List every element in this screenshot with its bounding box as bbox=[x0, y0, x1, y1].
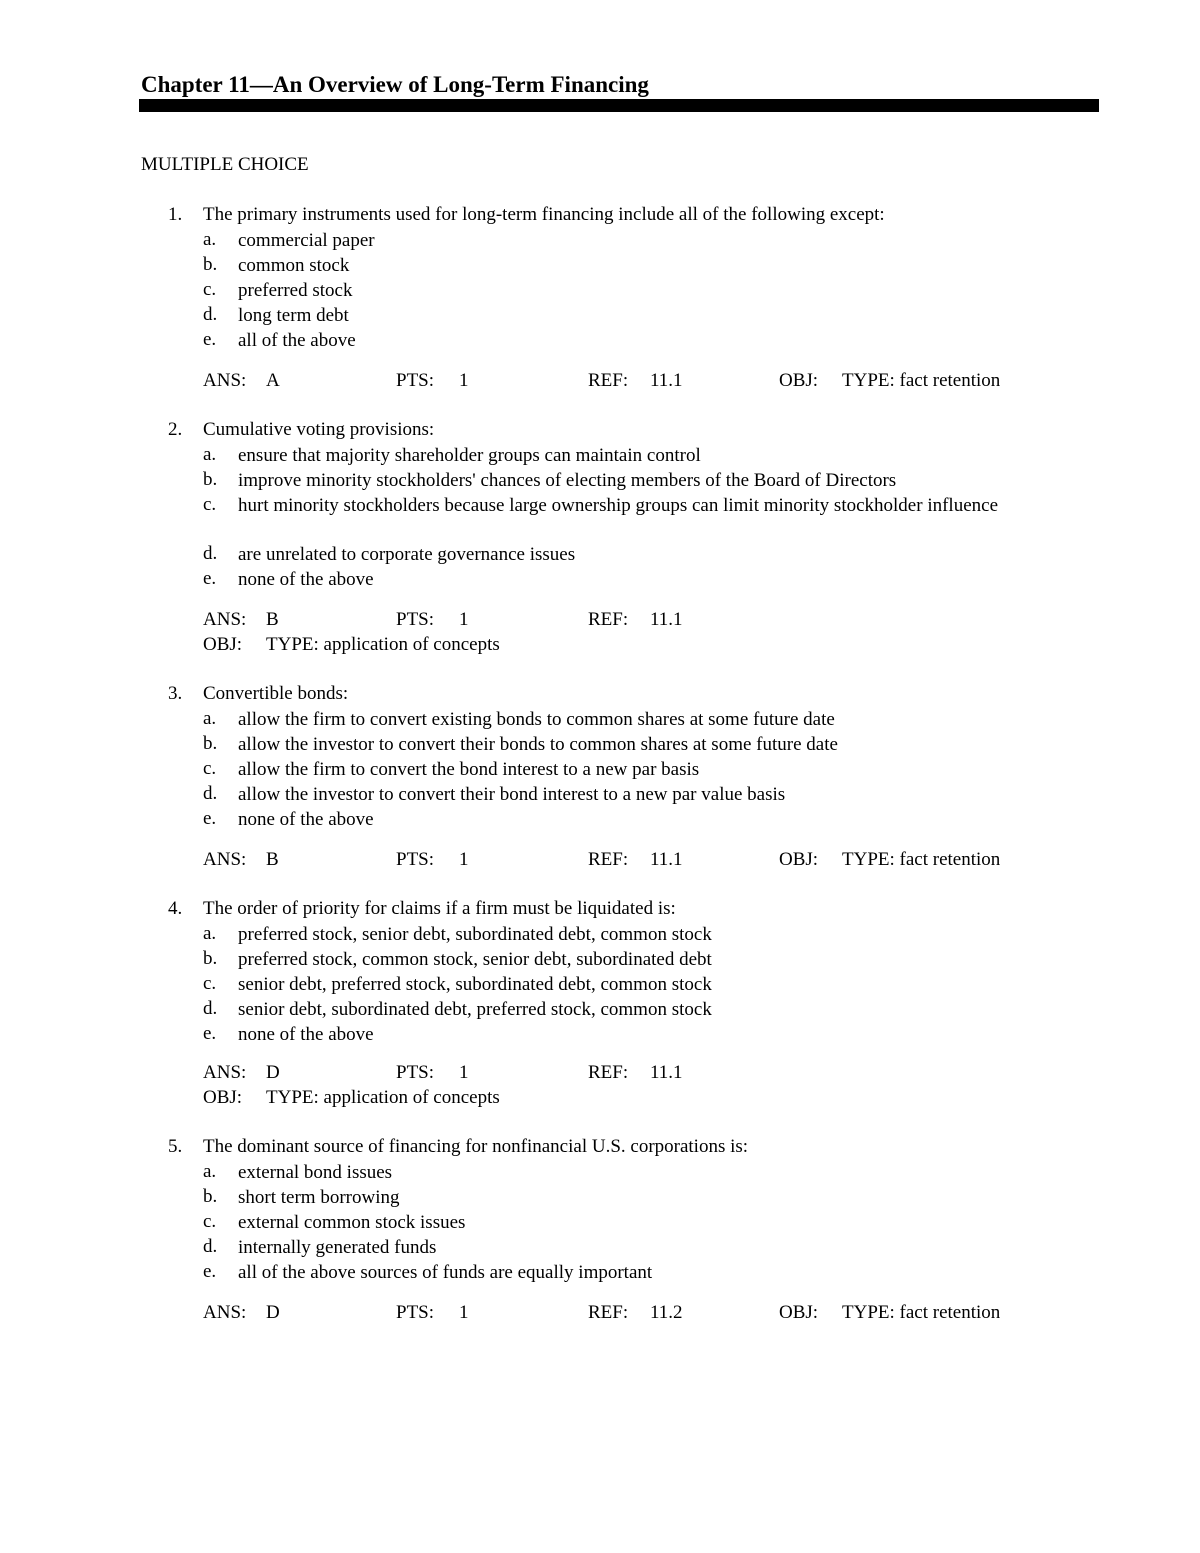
pts-label: PTS: bbox=[396, 1062, 435, 1083]
option-letter: b. bbox=[203, 948, 218, 969]
option-e bbox=[0, 329, 1200, 354]
option-text: common stock bbox=[238, 255, 350, 276]
pts-label: PTS: bbox=[396, 1302, 435, 1323]
ref-value: 11.1 bbox=[650, 849, 683, 870]
option-c bbox=[0, 1211, 1200, 1236]
option-a bbox=[0, 1161, 1200, 1186]
option-c bbox=[0, 973, 1200, 998]
option-b bbox=[0, 469, 1200, 494]
option-text: senior debt, preferred stock, subordinated debt, common stock bbox=[238, 974, 712, 995]
option-letter: a. bbox=[203, 444, 217, 465]
ans-label: ANS: bbox=[203, 370, 247, 391]
option-text: allow the firm to convert the bond interest to a new par basis bbox=[238, 759, 700, 780]
option-letter: a. bbox=[203, 923, 217, 944]
option-d bbox=[0, 304, 1200, 329]
option-c bbox=[0, 758, 1200, 783]
pts-label: PTS: bbox=[396, 609, 435, 630]
obj-value: TYPE: fact retention bbox=[842, 370, 1001, 391]
option-letter: a. bbox=[203, 1161, 217, 1182]
answer-meta bbox=[0, 849, 1200, 874]
option-letter: a. bbox=[203, 708, 217, 729]
pts-value: 1 bbox=[459, 609, 469, 630]
option-list bbox=[0, 444, 1200, 593]
option-b bbox=[0, 733, 1200, 758]
objective-meta bbox=[0, 1087, 1200, 1112]
question-text: The primary instruments used for long-term financing include all of the following except: bbox=[203, 204, 885, 225]
option-text: senior debt, subordinated debt, preferred stock, common stock bbox=[238, 999, 712, 1020]
pts-value: 1 bbox=[459, 370, 469, 391]
option-text: commercial paper bbox=[238, 230, 375, 251]
pts-value: 1 bbox=[459, 1302, 469, 1323]
option-text: ensure that majority shareholder groups can maintain control bbox=[238, 445, 701, 466]
ans-label: ANS: bbox=[203, 609, 247, 630]
ans-label: ANS: bbox=[203, 1062, 247, 1083]
ref-value: 11.1 bbox=[650, 1062, 683, 1083]
option-letter: c. bbox=[203, 973, 217, 994]
ref-value: 11.1 bbox=[650, 370, 683, 391]
obj-value: TYPE: fact retention bbox=[842, 849, 1001, 870]
option-letter: e. bbox=[203, 1261, 217, 1282]
option-b bbox=[0, 948, 1200, 973]
obj-value: TYPE: application of concepts bbox=[266, 1087, 500, 1108]
option-list bbox=[0, 229, 1200, 354]
ans-value: B bbox=[266, 609, 279, 630]
option-text: external common stock issues bbox=[238, 1212, 466, 1233]
option-letter: d. bbox=[203, 543, 218, 564]
ans-value: D bbox=[266, 1062, 280, 1083]
option-text: are unrelated to corporate governance issues bbox=[238, 544, 576, 565]
option-text: preferred stock, common stock, senior debt, subordinated debt bbox=[238, 949, 712, 970]
option-text: allow the firm to convert existing bonds to common shares at some future date bbox=[238, 709, 835, 730]
option-list bbox=[0, 1161, 1200, 1286]
obj-value: TYPE: application of concepts bbox=[266, 634, 500, 655]
option-text: allow the investor to convert their bonds to common shares at some future date bbox=[238, 734, 838, 755]
ref-label: REF: bbox=[588, 849, 629, 870]
option-letter: d. bbox=[203, 1236, 218, 1257]
pts-label: PTS: bbox=[396, 370, 435, 391]
option-e bbox=[0, 808, 1200, 833]
option-text: hurt minority stockholders because large ownership groups can limit minority stockholder influence bbox=[238, 495, 998, 516]
pts-value: 1 bbox=[459, 1062, 469, 1083]
option-d bbox=[0, 543, 1200, 568]
option-letter: d. bbox=[203, 304, 218, 325]
option-letter: e. bbox=[203, 568, 217, 589]
obj-value: TYPE: fact retention bbox=[842, 1302, 1001, 1323]
option-d bbox=[0, 1236, 1200, 1261]
option-e bbox=[0, 1261, 1200, 1286]
option-a bbox=[0, 444, 1200, 469]
option-b bbox=[0, 254, 1200, 279]
option-letter: b. bbox=[203, 1186, 218, 1207]
obj-label: OBJ: bbox=[779, 370, 819, 391]
option-text: preferred stock bbox=[238, 280, 353, 301]
option-d bbox=[0, 783, 1200, 808]
option-list bbox=[0, 923, 1200, 1048]
option-letter: e. bbox=[203, 1023, 217, 1044]
option-text: allow the investor to convert their bond interest to a new par value basis bbox=[238, 784, 786, 805]
answer-meta bbox=[0, 1302, 1200, 1327]
option-text: long term debt bbox=[238, 305, 349, 326]
ref-value: 11.2 bbox=[650, 1302, 683, 1323]
question-number: 4. bbox=[168, 898, 183, 919]
question-text: The order of priority for claims if a firm must be liquidated is: bbox=[203, 898, 676, 919]
option-text: none of the above bbox=[238, 809, 374, 830]
obj-label: OBJ: bbox=[779, 849, 819, 870]
option-letter: d. bbox=[203, 783, 218, 804]
option-text: preferred stock, senior debt, subordinated debt, common stock bbox=[238, 924, 712, 945]
option-a bbox=[0, 923, 1200, 948]
ref-label: REF: bbox=[588, 609, 629, 630]
option-letter: c. bbox=[203, 279, 217, 300]
objective-meta bbox=[0, 634, 1200, 659]
option-letter: c. bbox=[203, 494, 217, 515]
option-c bbox=[0, 279, 1200, 304]
question-number: 1. bbox=[168, 204, 183, 225]
pts-label: PTS: bbox=[396, 849, 435, 870]
ans-value: A bbox=[266, 370, 280, 391]
question-text: Cumulative voting provisions: bbox=[203, 419, 435, 440]
option-text: improve minority stockholders' chances of electing members of the Board of Directors bbox=[238, 470, 897, 491]
option-d bbox=[0, 998, 1200, 1023]
answer-meta bbox=[0, 370, 1200, 395]
option-letter: b. bbox=[203, 254, 218, 275]
option-e bbox=[0, 568, 1200, 593]
ans-label: ANS: bbox=[203, 1302, 247, 1323]
question-number: 5. bbox=[168, 1136, 183, 1157]
option-b bbox=[0, 1186, 1200, 1211]
pts-value: 1 bbox=[459, 849, 469, 870]
question-text: Convertible bonds: bbox=[203, 683, 349, 704]
question-number: 2. bbox=[168, 419, 183, 440]
option-text: internally generated funds bbox=[238, 1237, 437, 1258]
option-letter: c. bbox=[203, 758, 217, 779]
chapter-title: Chapter 11—An Overview of Long-Term Financing bbox=[141, 72, 649, 97]
option-text: external bond issues bbox=[238, 1162, 393, 1183]
ref-label: REF: bbox=[588, 1062, 629, 1083]
obj-label: OBJ: bbox=[203, 634, 243, 655]
answer-meta bbox=[0, 1062, 1200, 1087]
option-text: short term borrowing bbox=[238, 1187, 400, 1208]
ans-value: B bbox=[266, 849, 279, 870]
ref-value: 11.1 bbox=[650, 609, 683, 630]
obj-label: OBJ: bbox=[203, 1087, 243, 1108]
option-text: none of the above bbox=[238, 569, 374, 590]
answer-meta bbox=[0, 609, 1200, 634]
option-letter: e. bbox=[203, 808, 217, 829]
option-text: all of the above sources of funds are equally important bbox=[238, 1262, 653, 1283]
section-heading: MULTIPLE CHOICE bbox=[141, 154, 309, 175]
option-c bbox=[0, 494, 1200, 543]
option-text: none of the above bbox=[238, 1024, 374, 1045]
option-a bbox=[0, 229, 1200, 254]
option-a bbox=[0, 708, 1200, 733]
option-letter: c. bbox=[203, 1211, 217, 1232]
option-e bbox=[0, 1023, 1200, 1048]
option-letter: b. bbox=[203, 469, 218, 490]
option-letter: b. bbox=[203, 733, 218, 754]
option-letter: e. bbox=[203, 329, 217, 350]
ans-value: D bbox=[266, 1302, 280, 1323]
question-number: 3. bbox=[168, 683, 183, 704]
obj-label: OBJ: bbox=[779, 1302, 819, 1323]
option-list bbox=[0, 708, 1200, 833]
option-letter: a. bbox=[203, 229, 217, 250]
ans-label: ANS: bbox=[203, 849, 247, 870]
ref-label: REF: bbox=[588, 1302, 629, 1323]
option-letter: d. bbox=[203, 998, 218, 1019]
ref-label: REF: bbox=[588, 370, 629, 391]
option-text: all of the above bbox=[238, 330, 356, 351]
question-text: The dominant source of financing for nonfinancial U.S. corporations is: bbox=[203, 1136, 749, 1157]
title-rule bbox=[139, 99, 1099, 112]
